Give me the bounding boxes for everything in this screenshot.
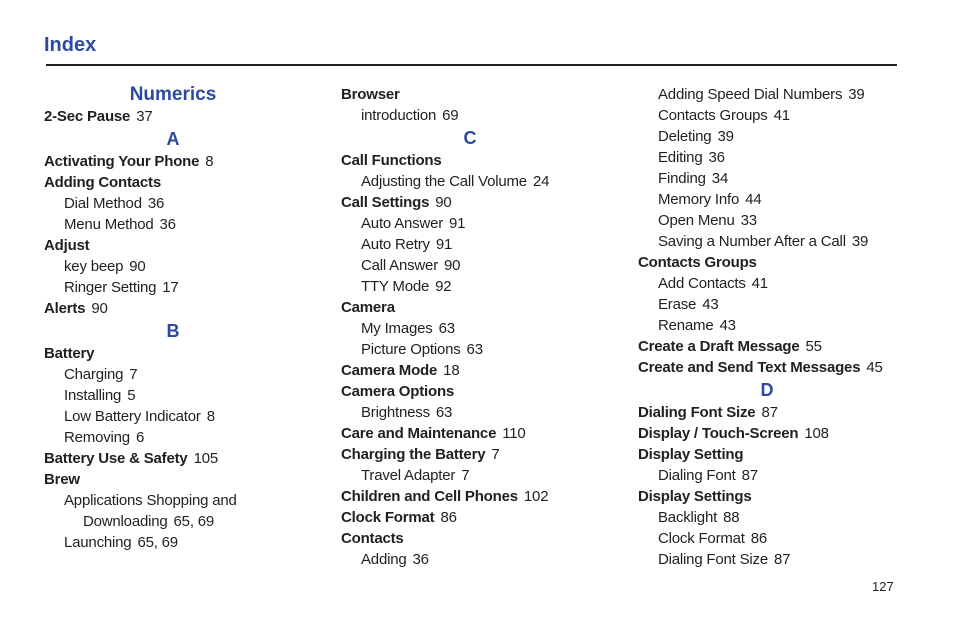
entry-term: My Images (361, 320, 433, 337)
entry-term: Contacts Groups (658, 107, 768, 124)
entry-term: Menu Method (64, 216, 154, 233)
entry-term: Display Setting (638, 446, 744, 463)
entry-page-ref[interactable]: 91 (435, 236, 453, 253)
entry-term: Charging the Battery (341, 446, 486, 463)
index-entry (44, 448, 334, 469)
entry-page-ref[interactable]: 36 (412, 551, 429, 568)
entry-term: Brightness (361, 404, 430, 421)
index-subentry (341, 171, 631, 192)
entry-page-ref[interactable]: 86 (440, 509, 457, 526)
entry-term: Installing (64, 387, 122, 404)
entry-page-ref[interactable]: 65, 69 (173, 513, 215, 530)
entry-page-ref[interactable]: 91 (449, 215, 466, 232)
entry-term: Adding (361, 551, 407, 568)
entry-page-ref[interactable]: 86 (750, 530, 768, 547)
entry-term: Adjust (44, 237, 90, 254)
entry-term: Battery Use & Safety (44, 450, 188, 467)
entry-page-ref[interactable]: 7 (129, 366, 138, 383)
entry-page-ref[interactable]: 90 (444, 257, 461, 274)
index-entry (44, 343, 334, 364)
entry-term: Backlight (658, 509, 718, 526)
index-subentry (341, 255, 631, 276)
entry-term: Open Menu (658, 212, 735, 229)
entry-term: Adding Speed Dial Numbers (658, 86, 843, 103)
index-entry (638, 444, 928, 465)
index-entry (44, 106, 334, 127)
index-entry (341, 507, 631, 528)
entry-page-ref[interactable]: 69 (442, 107, 459, 124)
entry-term: Travel Adapter (361, 467, 456, 484)
section-letter: Numerics (129, 84, 217, 105)
entry-term: Create and Send Text Messages (638, 359, 861, 376)
entry-term: Dial Method (64, 195, 142, 212)
index-subentry (638, 210, 928, 231)
entry-term: Removing (64, 429, 130, 446)
entry-term: Contacts Groups (638, 254, 757, 271)
index-entry (341, 486, 631, 507)
entry-page-ref[interactable]: 63 (438, 320, 455, 337)
index-entry (44, 151, 334, 172)
index-subentry (44, 277, 334, 298)
entry-term: Camera Options (341, 383, 455, 400)
index-column-3 (638, 84, 928, 570)
entry-term: Browser (341, 86, 400, 103)
index-subentry (44, 406, 334, 427)
index-subentry (638, 189, 928, 210)
entry-term: Camera Mode (341, 362, 438, 379)
entry-page-ref[interactable]: 105 (193, 450, 218, 467)
index-entry (341, 444, 631, 465)
entry-term: Ringer Setting (64, 279, 157, 296)
entry-term: Brew (44, 471, 80, 488)
index-subentry (44, 490, 334, 511)
index-entry (44, 172, 334, 193)
index-column-2 (341, 84, 631, 570)
entry-page-ref[interactable]: 8 (205, 153, 214, 170)
index-column-1 (44, 84, 334, 553)
index-entry (638, 423, 928, 444)
index-entry (44, 469, 334, 490)
index-subentry (638, 84, 928, 105)
entry-page-ref[interactable]: 36 (159, 216, 176, 233)
index-subentry (638, 528, 928, 549)
index-subentry (44, 511, 334, 532)
section-letter: B (166, 321, 180, 341)
index-subentry (44, 193, 334, 214)
index-entry (44, 235, 334, 256)
entry-term: Contacts (341, 530, 404, 547)
index-entry (341, 297, 631, 318)
entry-page-ref[interactable]: 43 (719, 317, 736, 334)
entry-term: Call Settings (341, 194, 430, 211)
entry-term: Applications Shopping and (64, 492, 237, 509)
index-entry (341, 423, 631, 444)
index-entry (638, 252, 928, 273)
entry-page-ref[interactable]: 39 (851, 233, 869, 250)
index-entry (341, 150, 631, 171)
index-subentry (341, 213, 631, 234)
entry-page-ref[interactable]: 39 (848, 86, 865, 103)
entry-term: Activating Your Phone (44, 153, 200, 170)
entry-term: Saving a Number After a Call (658, 233, 846, 250)
entry-term: Display / Touch-Screen (638, 425, 799, 442)
index-entry (638, 336, 928, 357)
entry-term: Camera (341, 299, 395, 316)
index-subentry (638, 549, 928, 570)
entry-term: key beep (64, 258, 124, 275)
entry-term: Picture Options (361, 341, 461, 358)
entry-page-ref[interactable]: 45 (866, 359, 883, 376)
entry-term: Display Settings (638, 488, 752, 505)
entry-page-ref[interactable]: 88 (723, 509, 740, 526)
entry-term: 2-Sec Pause (44, 108, 131, 125)
entry-term: Battery (44, 345, 95, 362)
header-rule (46, 64, 897, 66)
index-subentry (341, 339, 631, 360)
index-entry (341, 360, 631, 381)
entry-page-ref[interactable]: 41 (773, 107, 790, 124)
entry-page-ref[interactable]: 7 (461, 467, 470, 484)
entry-page-ref[interactable]: 87 (774, 551, 791, 568)
index-subentry (44, 427, 334, 448)
entry-term: Rename (658, 317, 714, 334)
entry-term: Care and Maintenance (341, 425, 497, 442)
entry-page-ref[interactable]: 41 (751, 275, 768, 292)
index-subentry (638, 147, 928, 168)
index-subentry (638, 507, 928, 528)
index-subentry (638, 168, 928, 189)
entry-page-ref[interactable]: 34 (711, 170, 729, 187)
entry-term: Downloading (83, 513, 168, 530)
entry-page-ref[interactable]: 90 (129, 258, 146, 275)
entry-term: Call Functions (341, 152, 442, 169)
entry-term: Dialing Font Size (658, 551, 768, 568)
entry-page-ref[interactable]: 33 (740, 212, 757, 229)
page-number: 127 (872, 579, 894, 594)
section-letter: A (166, 129, 180, 149)
entry-page-ref[interactable]: 108 (804, 425, 829, 442)
entry-term: Clock Format (341, 509, 435, 526)
index-entry (638, 357, 928, 378)
index-subentry (341, 318, 631, 339)
entry-page-ref[interactable]: 7 (491, 446, 500, 463)
entry-page-ref[interactable]: 102 (523, 488, 549, 505)
entry-term: Clock Format (658, 530, 745, 547)
entry-term: Adding Contacts (44, 174, 161, 191)
entry-page-ref[interactable]: 90 (91, 300, 108, 317)
entry-page-ref[interactable]: 6 (135, 429, 145, 446)
index-entry (341, 84, 631, 105)
entry-term: Low Battery Indicator (64, 408, 201, 425)
entry-term: Deleting (658, 128, 712, 145)
index-subentry (341, 105, 631, 126)
entry-term: Auto Retry (361, 236, 430, 253)
entry-page-ref[interactable]: 37 (136, 108, 153, 125)
entry-term: Add Contacts (658, 275, 746, 292)
entry-term: Charging (64, 366, 124, 383)
entry-page-ref[interactable]: 90 (435, 194, 452, 211)
entry-page-ref[interactable]: 55 (805, 338, 822, 355)
index-entry (341, 528, 631, 549)
index-subentry (341, 402, 631, 423)
entry-page-ref[interactable]: 17 (162, 279, 179, 296)
entry-page-ref[interactable]: 92 (435, 278, 452, 295)
index-subentry (341, 465, 631, 486)
entry-page-ref[interactable]: 36 (147, 195, 165, 212)
entry-term: Alerts (44, 300, 86, 317)
index-entry (638, 486, 928, 507)
entry-term: Erase (658, 296, 697, 313)
index-subentry (44, 532, 334, 553)
index-entry (341, 192, 631, 213)
index-subentry (638, 465, 928, 486)
entry-term: TTY Mode (361, 278, 430, 295)
index-subentry (638, 105, 928, 126)
entry-term: Adjusting the Call Volume (361, 173, 527, 190)
entry-page-ref[interactable]: 43 (702, 296, 719, 313)
entry-term: Dialing Font (658, 467, 736, 484)
section-letter: D (760, 380, 774, 400)
index-subentry (44, 385, 334, 406)
entry-page-ref[interactable]: 110 (502, 425, 526, 442)
index-subentry (44, 364, 334, 385)
entry-term: Memory Info (658, 191, 740, 208)
index-subentry (638, 273, 928, 294)
entry-page-ref[interactable]: 63 (466, 341, 483, 358)
entry-term: Finding (658, 170, 706, 187)
entry-page-ref[interactable]: 87 (741, 467, 758, 484)
section-letter: C (463, 128, 477, 148)
entry-term: Call Answer (361, 257, 438, 274)
entry-page-ref[interactable]: 44 (745, 191, 762, 208)
entry-page-ref[interactable]: 65, 69 (137, 534, 178, 551)
entry-page-ref[interactable]: 24 (532, 173, 550, 190)
entry-page-ref[interactable]: 39 (717, 128, 734, 145)
index-subentry (638, 231, 928, 252)
entry-page-ref[interactable]: 87 (761, 404, 778, 421)
entry-term: Editing (658, 149, 703, 166)
entry-page-ref[interactable]: 18 (443, 362, 460, 379)
index-subentry (341, 549, 631, 570)
entry-term: Launching (64, 534, 132, 551)
index-subentry (341, 234, 631, 255)
entry-term: Dialing Font Size (638, 404, 756, 421)
index-subentry (44, 256, 334, 277)
entry-term: introduction (361, 107, 437, 124)
index-entry (341, 381, 631, 402)
entry-term: Create a Draft Message (638, 338, 800, 355)
index-subentry (638, 294, 928, 315)
index-entry (44, 298, 334, 319)
entry-page-ref[interactable]: 8 (206, 408, 215, 425)
index-subentry (638, 315, 928, 336)
index-subentry (638, 126, 928, 147)
entry-page-ref[interactable]: 63 (435, 404, 453, 421)
index-subentry (44, 214, 334, 235)
entry-page-ref[interactable]: 5 (127, 387, 136, 404)
entry-term: Auto Answer (361, 215, 444, 232)
page-title: Index (44, 34, 97, 56)
index-subentry (341, 276, 631, 297)
index-entry (638, 402, 928, 423)
entry-term: Children and Cell Phones (341, 488, 518, 505)
entry-page-ref[interactable]: 36 (708, 149, 725, 166)
